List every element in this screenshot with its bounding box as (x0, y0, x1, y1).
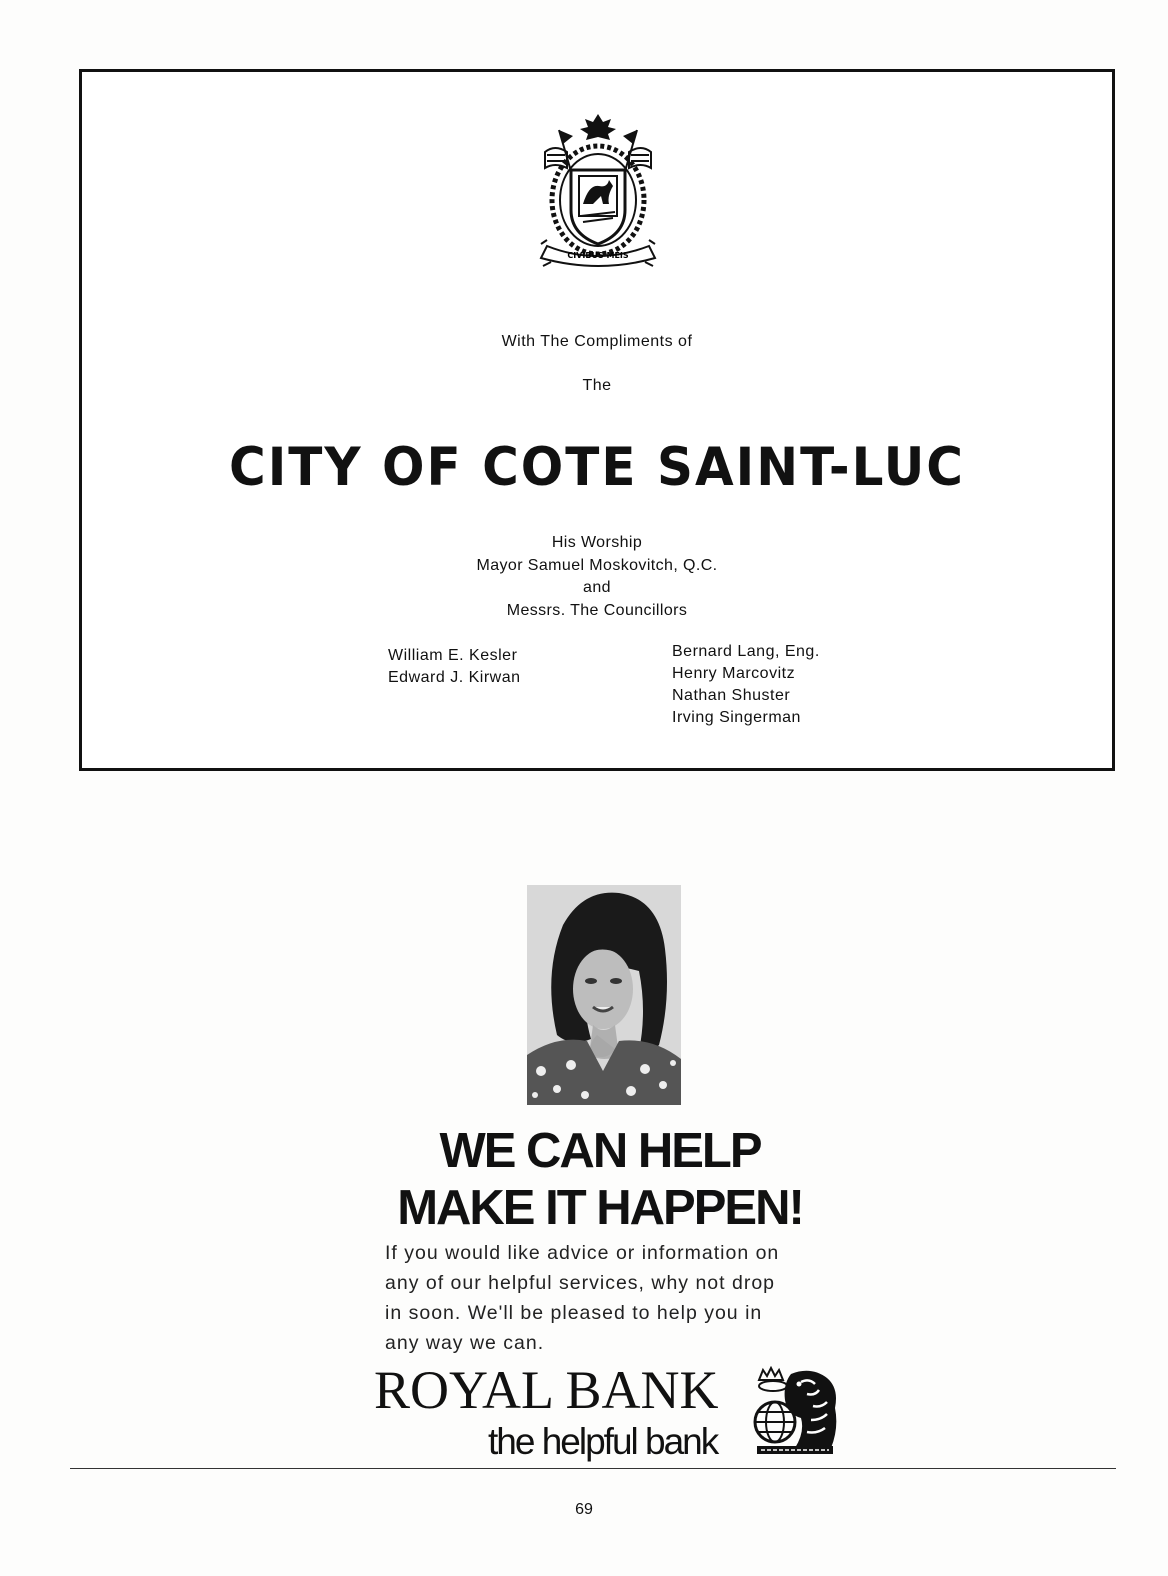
councillor-name: Henry Marcovitz (672, 665, 796, 682)
body-line: in soon. We'll be pleased to help you in (385, 1302, 763, 1324)
councillors-right-column (672, 641, 820, 729)
headline-line-2: MAKE IT HAPPEN! (397, 1181, 803, 1235)
bank-body-copy (385, 1238, 825, 1358)
officials-block (79, 532, 1115, 622)
bank-headline (300, 1123, 900, 1237)
page-number: 69 (575, 1501, 593, 1518)
councillor-name: Bernard Lang, Eng. (672, 643, 820, 660)
councillor-name: Edward J. Kirwan (388, 669, 521, 686)
woman-portrait-photo (527, 885, 681, 1105)
headline-line-1: WE CAN HELP (439, 1124, 761, 1178)
official-line: Messrs. The Councillors (506, 601, 688, 619)
councillors-left-column (388, 645, 521, 689)
official-line: His Worship (551, 534, 643, 551)
city-name-heading: CITY OF COTE SAINT-LUC (229, 436, 965, 498)
body-line: any of our helpful services, why not drop (385, 1272, 776, 1294)
royal-bank-lion-globe-icon (751, 1366, 839, 1460)
official-line: and (583, 579, 611, 596)
councillor-name: Irving Singerman (672, 709, 801, 726)
city-crest-icon (537, 112, 659, 268)
councillor-name: William E. Kesler (388, 647, 518, 664)
official-line: Mayor Samuel Moskovitch, Q.C. (476, 556, 718, 574)
compliments-intro: With The Compliments of (501, 333, 693, 350)
bank-name: ROYAL BANK (374, 1360, 719, 1420)
compliments-the: The (582, 377, 612, 394)
body-line: If you would like advice or information on (385, 1242, 780, 1264)
footer-rule (70, 1468, 1116, 1469)
body-line: any way we can. (385, 1332, 545, 1354)
crest-motto: CIVIBUS MEIS (567, 251, 629, 260)
bank-tagline: the helpful bank (488, 1421, 718, 1462)
councillor-name: Nathan Shuster (672, 687, 791, 704)
